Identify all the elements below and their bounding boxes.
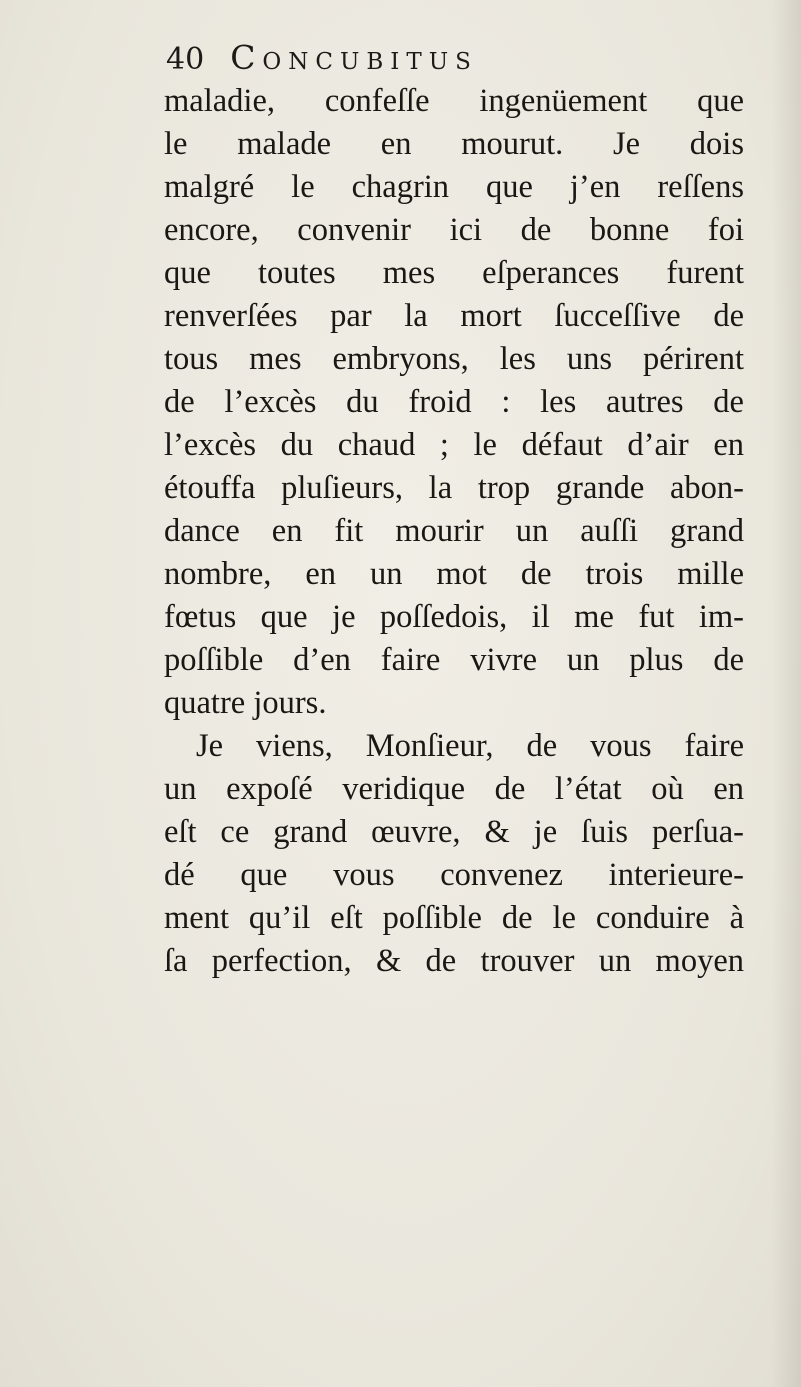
text-line: ſa perfection, & de trouver un moyen <box>164 943 744 979</box>
text-line: maladie, confeſſe ingenüement que <box>164 83 744 119</box>
page-number: 40 <box>166 42 205 77</box>
text-line: le malade en mourut. Je dois <box>164 126 744 162</box>
text-line: dance en fit mourir un auſſi grand <box>164 513 744 549</box>
page-edge-shadow <box>771 0 801 1387</box>
text-line: que toutes mes eſperances furent <box>164 255 744 291</box>
paragraph-start-line: Je viens, Monſieur, de vous faire <box>196 728 744 764</box>
text-line: de l’excès du froid : les autres de <box>164 384 744 420</box>
text-line: renverſées par la mort ſucceſſive de <box>164 298 744 334</box>
text-line: nombre, en un mot de trois mille <box>164 556 744 592</box>
text-line: dé que vous convenez interieure- <box>164 857 744 893</box>
text-line: étouffa pluſieurs, la trop grande abon- <box>164 470 744 506</box>
text-line: poſſible d’en faire vivre un plus de <box>164 642 744 678</box>
text-line: quatre jours. <box>164 685 327 721</box>
text-line: malgré le chagrin que j’en reſſens <box>164 169 744 205</box>
text-line: ment qu’il eſt poſſible de le conduire à <box>164 900 744 936</box>
text-line: encore, convenir ici de bonne foi <box>164 212 744 248</box>
text-line: un expoſé veridique de l’état où en <box>164 771 744 807</box>
text-line: eſt ce grand œuvre, & je ſuis perſua- <box>164 814 744 850</box>
text-line: l’excès du chaud ; le défaut d’air en <box>164 427 744 463</box>
body-text <box>164 80 744 983</box>
running-head <box>166 38 478 84</box>
running-head-title: Concubitus <box>230 38 478 77</box>
text-line: fœtus que je poſſedois, il me fut im- <box>164 599 744 635</box>
text-line: tous mes embryons, les uns périrent <box>164 341 744 377</box>
